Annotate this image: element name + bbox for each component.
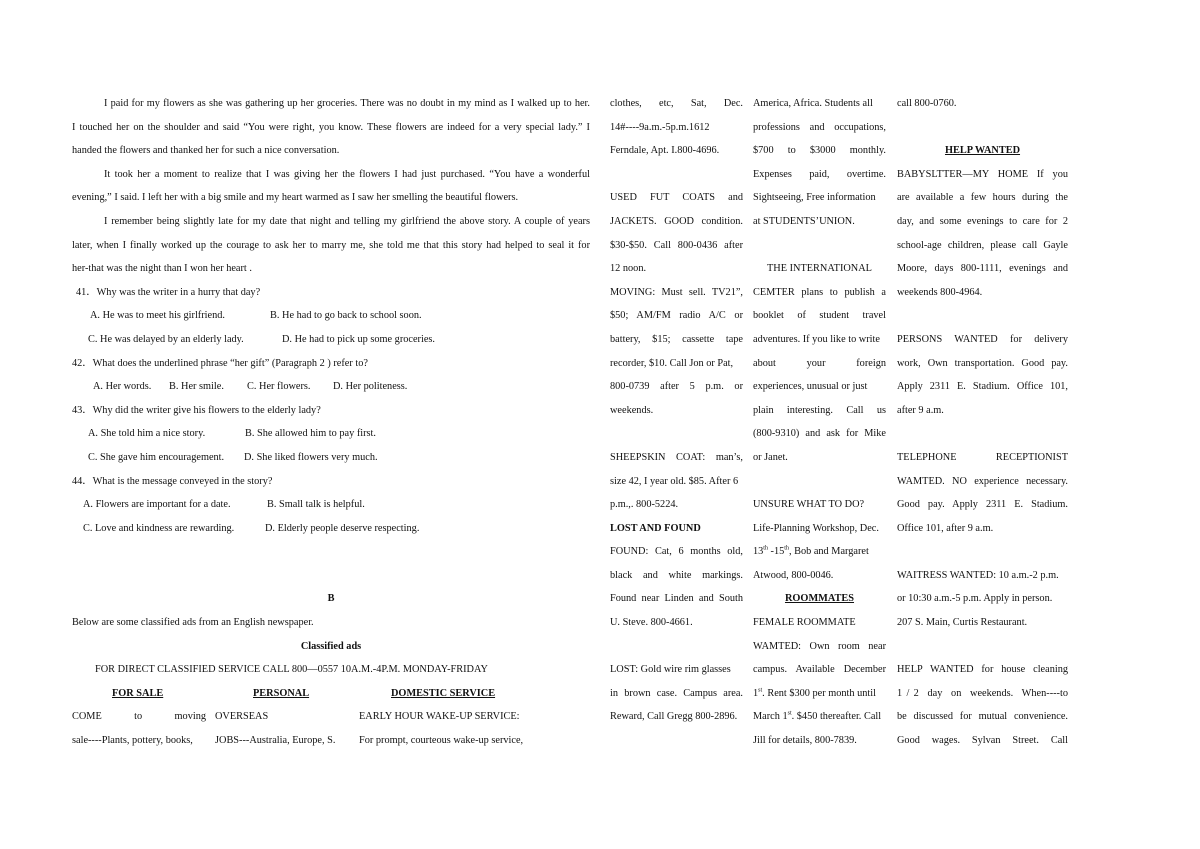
option[interactable]: B. She allowed him to pay first. (245, 428, 376, 440)
ad-text: COME to moving (72, 711, 206, 723)
ad-line: weekends 800-4964. (897, 286, 983, 298)
question-41: 41．Why was the writer in a hurry that day? (76, 286, 261, 298)
ad-line: WAMTED. NO experience necessary. (897, 475, 1068, 487)
ad-line: FEMALE ROOMMATE (753, 617, 856, 629)
option[interactable]: C. She gave him encouragement. (88, 451, 225, 463)
ad-line (897, 422, 1068, 446)
ad-line: FOUND: Cat, 6 months old, (610, 546, 743, 558)
ad-line: adventures. If you like to write (753, 333, 880, 345)
options-44-ab (72, 493, 590, 517)
ad-line: be discussed for mutual convenience. (897, 711, 1068, 723)
ad-line: LOST: Gold wire rim glasses (610, 664, 731, 676)
ad-line (610, 635, 743, 659)
section-b-label: B (327, 593, 335, 605)
option[interactable]: A. She told him a nice story. (88, 428, 206, 440)
ad-line: 207 S. Main, Curtis Restaurant. (897, 617, 1028, 629)
ad-line: plain interesting. Call us (753, 404, 886, 416)
ad-line: America, Africa. Students all (753, 98, 873, 109)
option[interactable]: C. Her flowers. (247, 381, 311, 393)
ad-line: WAITRESS WANTED: 10 a.m.-2 p.m. (897, 569, 1059, 581)
ad-line: Jill for details, 800-7839. (753, 735, 857, 747)
ad-line: PERSONS WANTED for delivery (897, 333, 1068, 345)
ad-line: after 9 a.m. (897, 404, 944, 416)
ad-line: p.m.,. 800-5224. (610, 499, 679, 511)
column-ads-3 (753, 92, 886, 753)
ad-line: at STUDENTS’UNION. (753, 215, 855, 227)
option[interactable]: B. He had to go back to school soon. (270, 310, 422, 322)
ad-line: Found near Linden and South (610, 593, 743, 605)
question-44: 44．What is the message conveyed in the story? (72, 475, 273, 487)
header-for-sale: FOR SALE (112, 687, 164, 699)
ad-line: school-age children, please call Gayle (897, 239, 1068, 251)
ad-line: black and white markings. (610, 569, 743, 581)
ad-line (897, 304, 1068, 328)
ad-line: Good pay. Apply 2311 E. Stadium. (897, 499, 1068, 511)
ad-line (753, 234, 886, 258)
classified-ads-title: Classified ads (300, 640, 362, 652)
story-line: I touched her on the shoulder and said “You were right, you know. These flowers are indeed for a very special lady.” I (72, 121, 590, 133)
ad-line: Office 101, after 9 a.m. (897, 522, 994, 534)
column-ads-4 (897, 92, 1068, 753)
story-line: It took her a moment to realize that I was giving her the flowers I had just purchased. “You have a wonderful (104, 168, 590, 180)
story-line: her-that was the night than I won her heart . (72, 263, 252, 275)
ad-line: TELEPHONE RECEPTIONIST (897, 451, 1068, 463)
ad-line (610, 163, 743, 187)
ad-line: are available a few hours during the (897, 192, 1068, 204)
ad-line: $30-$50. Call 800-0436 after (610, 239, 743, 251)
ad-text: For prompt, courteous wake-up service, (359, 735, 524, 747)
options-42 (72, 375, 590, 399)
column-story (72, 92, 590, 753)
classified-phone-line: FOR DIRECT CLASSIFIED SERVICE CALL 800—0557 10A.M.-4P.M. MONDAY-FRIDAY (95, 664, 488, 676)
ad-line: 13th -15th, Bob and Margaret (753, 545, 869, 558)
question-43: 43．Why did the writer give his flowers to the elderly lady? (72, 404, 321, 416)
ad-line: day, and some evenings to care for 2 (897, 215, 1068, 227)
ad-line: $50; AM/FM radio A/C or (610, 310, 743, 322)
option[interactable]: C. He was delayed by an elderly lady. (88, 333, 244, 345)
option[interactable]: D. She liked flowers very much. (244, 451, 378, 463)
ad-line: in brown case. Campus area. (610, 687, 743, 699)
story-line: I paid for my flowers as she was gathering up her groceries. There was no doubt in my mind as I walked up to her. (104, 98, 590, 109)
header-domestic-service: DOMESTIC SERVICE (391, 687, 496, 699)
ad-line: Life-Planning Workshop, Dec. (753, 522, 879, 534)
ad-line: campus. Available December (753, 664, 886, 676)
ad-line: USED FUT COATS and (610, 192, 743, 204)
ad-line: LOST AND FOUND (610, 522, 701, 534)
ad-line (610, 422, 743, 446)
ad-text: JOBS---Australia, Europe, S. (215, 735, 336, 747)
options-43-ab (72, 422, 590, 446)
ad-line: THE INTERNATIONAL (767, 263, 872, 275)
ad-line: ROOMMATES (784, 593, 855, 605)
ad-line (897, 635, 1068, 659)
section-b-intro: Below are some classified ads from an English newspaper. (72, 617, 314, 629)
option[interactable]: B. Her smile. (169, 381, 224, 393)
ad-line: about your foreign (753, 357, 886, 369)
ad-line: Apply 2311 E. Stadium. Office 101, (897, 381, 1068, 393)
ad-line: work, Own transportation. Good pay. (897, 357, 1068, 369)
ad-line: battery, $15; cassette tape (610, 333, 743, 345)
question-42: 42．What does the underlined phrase “her gift” (Paragraph 2 ) refer to? (72, 357, 368, 369)
column-ads-2 (610, 92, 743, 729)
ad-line: call 800-0760. (897, 98, 957, 109)
ad-line: clothes, etc, Sat, Dec. (610, 98, 743, 109)
story-line: I remember being slightly late for my date that night and telling my girlfriend the above story. A couple of years (104, 215, 590, 227)
ad-line: 14#----9a.m.-5p.m.1612 (610, 121, 710, 133)
options-43-cd (72, 446, 590, 470)
option[interactable]: A. Flowers are important for a date. (83, 499, 231, 511)
ad-line: $700 to $3000 monthly. (753, 145, 886, 157)
options-41-cd (72, 328, 590, 352)
option[interactable]: D. He had to pick up some groceries. (282, 333, 435, 345)
ad-line: Atwood, 800-0046. (753, 569, 834, 581)
ad-line (753, 470, 886, 494)
ad-text: OVERSEAS (215, 711, 269, 723)
ad-line: or 10:30 a.m.-5 p.m. Apply in person. (897, 593, 1053, 605)
option[interactable]: A. He was to meet his girlfriend. (90, 310, 225, 322)
ad-line: Sightseeing, Free information (753, 192, 876, 204)
ad-line: U. Steve. 800-4661. (610, 617, 693, 629)
ad-line: SHEEPSKIN COAT: man’s, (610, 451, 743, 463)
ad-line: MOVING: Must sell. TV21”, (610, 286, 743, 298)
ad-line (897, 540, 1068, 564)
ad-line: Moore, days 800-1111, evenings and (897, 263, 1068, 275)
option[interactable]: D. Elderly people deserve respecting. (265, 522, 420, 534)
ad-line: weekends. (610, 404, 654, 416)
ad-line: WAMTED: Own room near (753, 640, 886, 652)
ad-line: March 1st. $450 thereafter. Call (753, 711, 882, 723)
ad-line: or Janet. (753, 451, 788, 463)
ad-line: Expenses paid, overtime. (753, 168, 886, 180)
ad-line: Good wages. Sylvan Street. Call (897, 735, 1068, 747)
header-personal: PERSONAL (253, 687, 310, 699)
ad-text: EARLY HOUR WAKE-UP SERVICE: (359, 711, 520, 723)
option[interactable]: D. Her politeness. (333, 381, 408, 393)
story-line: handed the flowers and thanked her for such a nice conversation. (72, 145, 340, 157)
ad-line: JACKETS. GOOD condition. (610, 215, 743, 227)
story-line: evening,” I said. I left her with a big smile and my heart warmed as I saw her smelling the beautiful flowers. (72, 192, 519, 204)
ad-line: (800-9310) and ask for Mike (753, 428, 886, 440)
ads-row (72, 729, 590, 753)
ad-line: 1st. Rent $300 per month until (753, 687, 877, 699)
ad-line: 12 noon. (610, 263, 647, 275)
ad-line (897, 116, 1068, 140)
ad-line: recorder, $10. Call Jon or Pat, (610, 357, 734, 369)
ad-line: professions and occupations, (753, 121, 886, 133)
story-line: later, when I finally worked up the courage to ask her to marry me, she told me that this story had helped to seal it for (72, 239, 590, 251)
ad-line: Ferndale, Apt. I.800-4696. (610, 145, 720, 157)
ad-line: HELP WANTED (944, 145, 1021, 157)
ad-line: booklet of student travel (753, 310, 886, 322)
ad-text: sale----Plants, pottery, books, (72, 735, 193, 747)
ad-line: size 42, I year old. $85. After 6 (610, 475, 739, 487)
option[interactable]: B. Small talk is helpful. (267, 499, 365, 511)
options-41-ab (72, 304, 590, 328)
ad-line: Reward, Call Gregg 800-2896. (610, 711, 738, 723)
option[interactable]: A. Her words. (93, 381, 152, 393)
ad-line: CEMTER plans to publish a (753, 286, 886, 298)
ad-line: HELP WANTED for house cleaning (897, 664, 1068, 676)
ad-line: experiences, unusual or just (753, 381, 868, 393)
option[interactable]: C. Love and kindness are rewarding. (83, 522, 235, 534)
options-44-cd (72, 517, 590, 541)
ad-line: UNSURE WHAT TO DO? (753, 499, 865, 511)
ad-line: 800-0739 after 5 p.m. or (610, 381, 743, 393)
ad-line: 1 / 2 day on weekends. When----to (897, 687, 1068, 699)
ads-row (72, 705, 590, 729)
ad-line: BABYSLTTER—MY HOME If you (897, 168, 1068, 180)
ads-column-headers (72, 682, 590, 706)
